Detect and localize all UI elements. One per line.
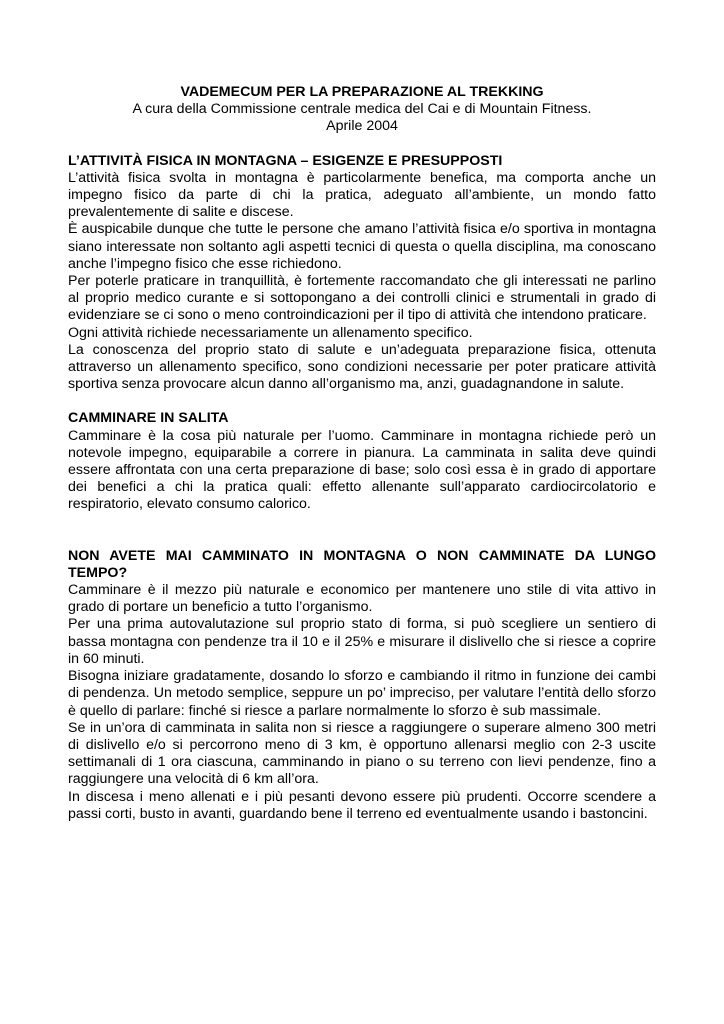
paragraph: Se in un’ora di camminata in salita non si riesce a raggiungere o superare almeno 300 metri di dislivello e/o si percorrono meno di 3 km, è opportuno allenarsi meglio con 2-3 uscite settimanali di 1 ora ciascuna, camminando in piano o su terreno con lievi pendenze, fino a raggiungere una velocità di 6 km all’ora. bbox=[68, 719, 656, 788]
paragraph: Per poterle praticare in tranquillità, è fortemente raccomandato che gli interessati ne parlino al proprio medico curante e si sottopongano a dei controlli clinici e strumentali in grado di evidenziare se ci sono o meno controindicazioni per il tipo di attività che intendono praticare. bbox=[68, 273, 656, 324]
section-title: NON AVETE MAI CAMMINATO IN MONTAGNA O NON CAMMINATE DA LUNGO TEMPO? bbox=[68, 547, 656, 581]
paragraph: Ogni attività richiede necessariamente un allenamento specifico. bbox=[68, 324, 473, 341]
section-non-avete-mai-camminato bbox=[68, 548, 656, 823]
paragraph: È auspicabile dunque che tutte le persone che amano l’attività fisica e/o sportiva in montagna siano interessate non soltanto agli aspetti tecnici di questa o quella disciplina, ma conoscano anche l’impegno fisico che esse richiedono. bbox=[68, 221, 656, 272]
section-attivita-fisica bbox=[68, 153, 656, 394]
document-header bbox=[68, 84, 656, 136]
document-subtitle: A cura della Commissione centrale medica del Cai e di Mountain Fitness. bbox=[132, 101, 592, 118]
document-page bbox=[68, 84, 656, 823]
paragraph: La conoscenza del proprio stato di salute e un’adeguata preparazione fisica, ottenuta attraverso un allenamento specifico, sono condizioni necessarie per poter praticare attività sportiva senza provocare alcun danno all’organismo ma, anzi, guadagnandone in salute. bbox=[68, 341, 656, 393]
paragraph: In discesa i meno allenati e i più pesanti devono essere più prudenti. Occorre scendere a passi corti, busto in avanti, guardando bene il terreno ed eventualmente usando i bastoncini. bbox=[68, 788, 656, 822]
paragraph: Camminare è il mezzo più naturale e economico per mantenere uno stile di vita attivo in grado di portare un beneficio a tutto l’organismo. bbox=[68, 582, 656, 616]
document-title: VADEMECUM PER LA PREPARAZIONE AL TREKKING bbox=[180, 84, 544, 100]
document-date: Aprile 2004 bbox=[326, 118, 398, 135]
paragraph: L’attività fisica svolta in montagna è particolarmente benefica, ma comporta anche un impegno fisico da parte di chi la pratica, adeguato all’ambiente, un mondo fatto prevalentemente di salite e discese. bbox=[68, 169, 656, 221]
paragraph: Camminare è la cosa più naturale per l’uomo. Camminare in montagna richiede però un notevole impegno, equiparabile a correre in pianura. La camminata in salita deve quindi essere affrontata con una certa preparazione di base; solo così essa è in grado di apportare dei benefici a chi la pratica quali: effetto allenante sull’apparato cardiocircolatorio e respiratorio, elevato consumo calorico. bbox=[68, 427, 656, 513]
paragraph: Bisogna iniziare gradatamente, dosando lo sforzo e cambiando il ritmo in funzione dei cambi di pendenza. Un metodo semplice, seppure un po’ impreciso, per valutare l’entità dello sforzo è quello di parlare: finché si riesce a parlare normalmente lo sforzo è sub massimale. bbox=[68, 668, 656, 719]
section-title: CAMMINARE IN SALITA bbox=[68, 410, 229, 427]
section-title: L’ATTIVITÀ FISICA IN MONTAGNA – ESIGENZE E PRESUPPOSTI bbox=[68, 152, 503, 169]
paragraph: Per una prima autovalutazione sul proprio stato di forma, si può scegliere un sentiero di bassa montagna con pendenze tra il 10 e il 25% e misurare il dislivello che si riesce a coprire in 60 minuti. bbox=[68, 616, 656, 667]
section-camminare-in-salita bbox=[68, 410, 656, 513]
